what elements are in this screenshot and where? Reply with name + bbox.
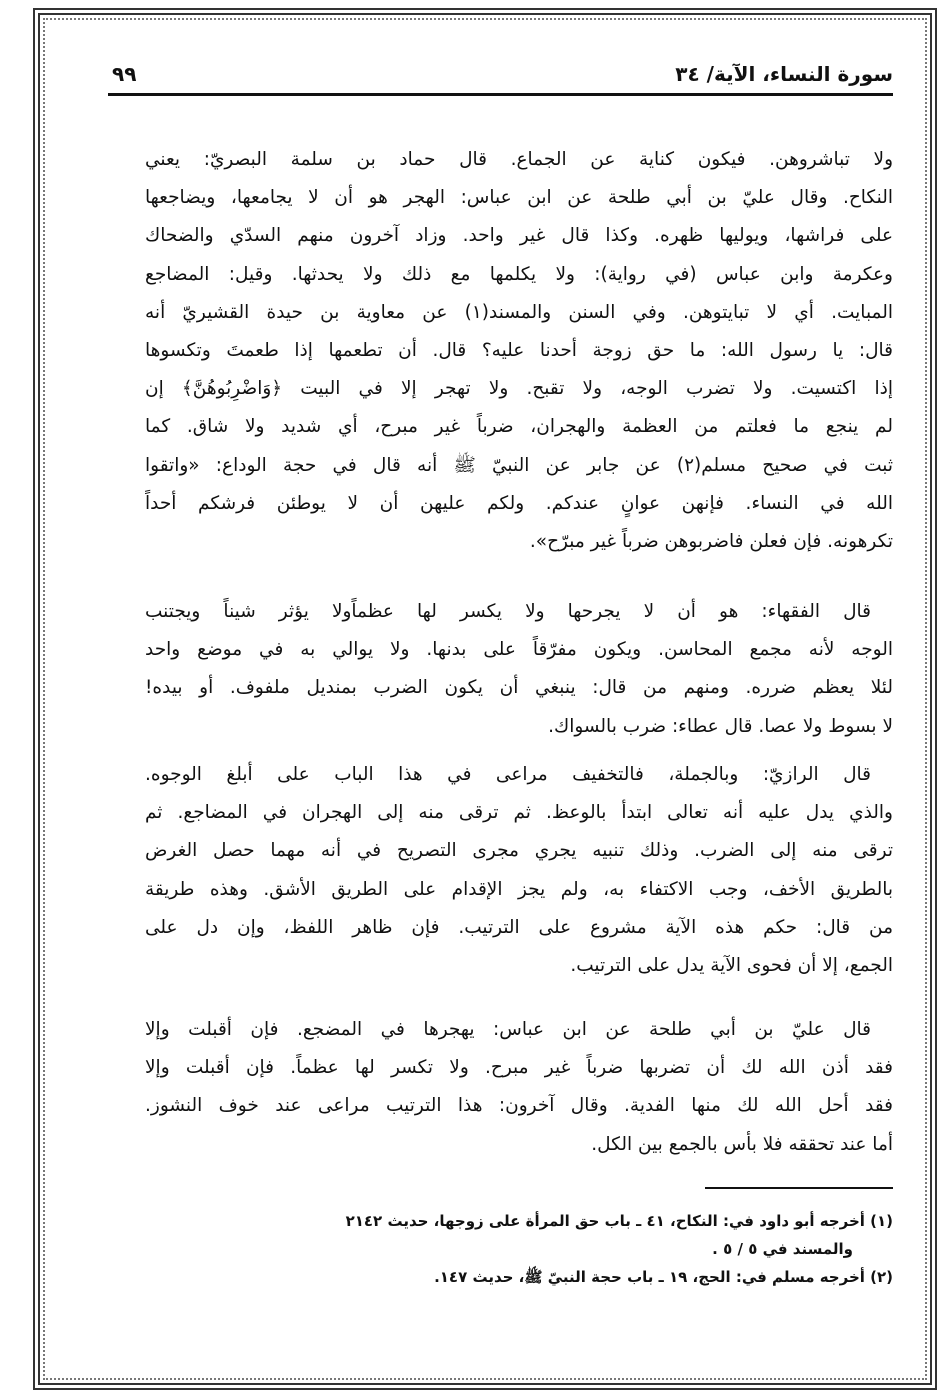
text-line: والذي يدل عليه أنه تعالى ابتدأ بالوعظ. ثم ترقى منه إلى الهجران في المضاجع. ثم — [145, 802, 893, 824]
text-line: بالطريق الأخف، وجب الاكتفاء به، ولم يجز الإقدام على الطريق الأشق. وهذه طريقة — [145, 878, 893, 900]
text-line: ثبت في صحيح مسلم(٢) عن جابر عن النبيّ ﷺ أنه قال في حجة الوداع: «واتقوا — [145, 454, 893, 476]
paragraph-4 — [145, 1011, 893, 1164]
text-line: قال: يا رسول الله: ما حق زوجة أحدنا عليه؟ قال. أن تطعمها إذا طعمتَ وتكسوها — [145, 339, 893, 361]
paragraph-3 — [145, 756, 893, 985]
text-line: وعكرمة وابن عباس (في رواية): ولا يكلمها مع ذلك ولا يحدثها. وقيل: المضاجع — [145, 263, 893, 285]
text-line: إذا اكتسيت. ولا تضرب الوجه، ولا تقبح. ولا تهجر إلا في البيت ﴿وَاضْرِبُوهُنَّ﴾ إن — [145, 378, 893, 400]
text-line: لم ينجع ما فعلتم من العظمة والهجران، ضرباً غير مبرح، أي شديد ولا شاق. كما — [145, 416, 893, 438]
text-line: فقد أحل الله لك منها الفدية. وقال آخرون: هذا الترتيب مراعى عند خوف النشوز. — [145, 1095, 893, 1117]
text-line: المبايت. أي لا تبايتوهن. وفي السنن والمسند(١) عن معاوية بن حيدة القشيريّ أنه — [145, 301, 893, 323]
text-line: ولا تباشروهن. فيكون كناية عن الجماع. قال حماد بن سلمة البصريّ: يعني — [145, 149, 893, 170]
text-line: لا بسوط ولا عصا. قال عطاء: ضرب بالسواك. — [548, 715, 893, 737]
footnote-1-line2: والمسند في ٥ / ٥ . — [712, 1240, 853, 1258]
text-line: قال الفقهاء: هو أن لا يجرحها ولا يكسر لها عظماًولا يؤثر شيناً ويجتنب — [145, 601, 871, 622]
text-line: قال الرازيّ: وبالجملة، فالتخفيف مراعى في هذا الباب على أبلغ الوجوه. — [145, 764, 871, 785]
text-line: تكرهونه. فإن فعلن فاضربوهن ضرباً غير مبرّح». — [529, 530, 893, 552]
text-line: النكاح. وقال عليّ بن أبي طلحة عن ابن عباس: الهجر هو أن لا يجامعها، ويضاجعها — [145, 187, 893, 209]
footnote-separator — [705, 1187, 893, 1189]
text-line: من قال: حكم هذه الآية مشروع على الترتيب. فإن ظاهر اللفظ، وإن دل على — [145, 916, 893, 938]
header-rule — [108, 93, 893, 96]
footnote-2 — [193, 1263, 893, 1291]
text-line: الوجه لأنه مجمع المحاسن. ويكون مفرّقاً على بدنها. ولا يوالي به في موضع واحد — [145, 639, 893, 661]
paragraph-2 — [145, 593, 893, 746]
footnote-1 — [193, 1207, 893, 1263]
text-line: أما عند تحققه فلا بأس بالجمع بين الكل. — [591, 1133, 893, 1155]
text-line: على فراشها، ويوليها ظهره. وكذا قال غير واحد. وزاد آخرون منهم السدّي والضحاك — [145, 225, 893, 247]
text-line: الجمع، إلا أن فحوى الآية يدل على الترتيب. — [570, 954, 893, 976]
text-line: فقد أذن الله لك أن تضربها ضرباً غير مبرح. ولا تكسر لها عظماً. فإن أقبلت وإلا — [145, 1057, 893, 1079]
footnote-1-line1: (١) أخرجه أبو داود في: النكاح، ٤١ ـ باب حق المرأة على زوجها، حديث ٢١٤٢ — [345, 1212, 893, 1230]
running-header-title: سورة النساء، الآية/ ٣٤ — [675, 62, 893, 86]
text-line: ترقى منه إلى الضرب. وذلك تنبيه يجري مجرى التصريح في أنه مهما حصل الغرض — [145, 840, 893, 862]
footnote-2-line1: (٢) أخرجه مسلم في: الحج، ١٩ ـ باب حجة النبيّ ﷺ، حديث ١٤٧. — [434, 1268, 893, 1286]
text-line: لئلا يعظم ضرره. ومنهم من قال: ينبغي أن يكون الضرب بمنديل ملفوف. أو بيده! — [145, 677, 893, 699]
text-line: قال عليّ بن أبي طلحة عن ابن عباس: يهجرها في المضجع. فإن أقبلت وإلا — [145, 1019, 871, 1040]
page-number: ٩٩ — [112, 62, 137, 86]
text-line: الله في النساء. فإنهن عوانٍ عندكم. ولكم عليهن أن لا يوطئن فرشكم أحداً — [145, 492, 893, 514]
paragraph-1 — [145, 141, 893, 561]
